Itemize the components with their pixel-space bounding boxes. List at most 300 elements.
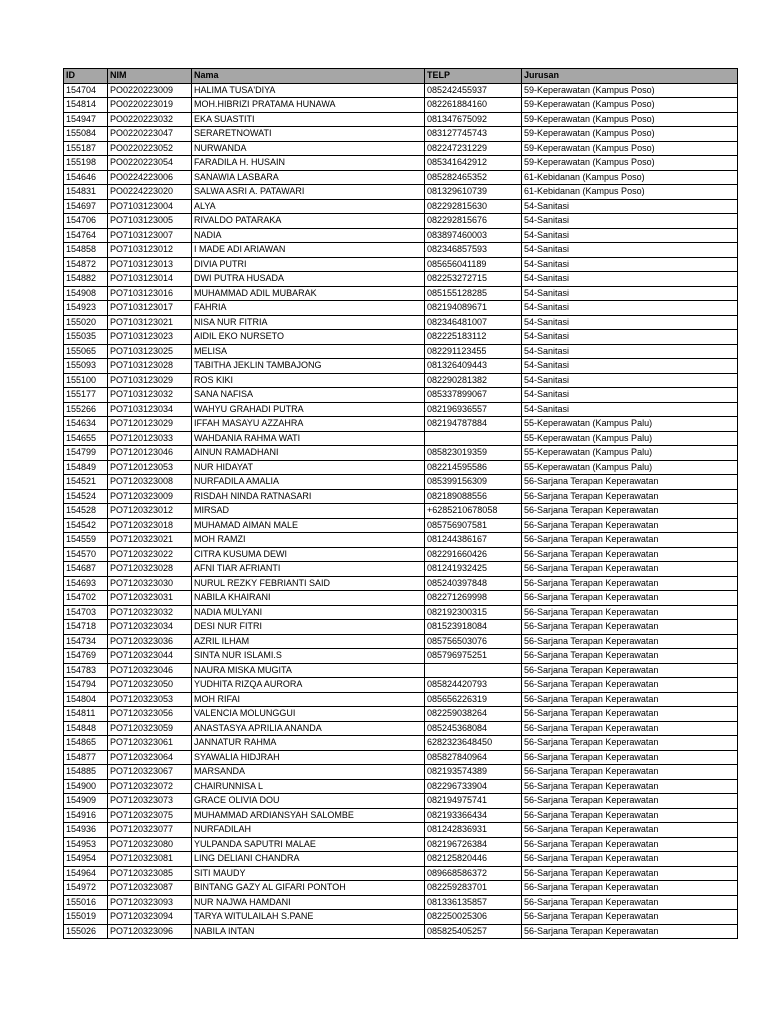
cell-nama: TABITHA JEKLIN TAMBAJONG — [192, 359, 425, 374]
cell-nama: BINTANG GAZY AL GIFARI PONTOH — [192, 881, 425, 896]
cell-nama: SITI MAUDY — [192, 866, 425, 881]
cell-jurusan: 56-Sarjana Terapan Keperawatan — [522, 475, 738, 490]
table-row — [64, 460, 738, 475]
cell-id: 154702 — [64, 591, 108, 606]
table-row — [64, 707, 738, 722]
cell-jurusan: 54-Sanitasi — [522, 330, 738, 345]
cell-id: 155020 — [64, 315, 108, 330]
cell-nama: VALENCIA MOLUNGGUI — [192, 707, 425, 722]
cell-nama: NABILA INTAN — [192, 924, 425, 939]
table-row — [64, 765, 738, 780]
table-row — [64, 489, 738, 504]
cell-telp: 082193366434 — [425, 808, 522, 823]
cell-nim: PO7120123033 — [108, 431, 192, 446]
cell-jurusan: 54-Sanitasi — [522, 359, 738, 374]
cell-nama: SALWA ASRI A. PATAWARI — [192, 185, 425, 200]
cell-jurusan: 56-Sarjana Terapan Keperawatan — [522, 518, 738, 533]
cell-jurusan: 56-Sarjana Terapan Keperawatan — [522, 547, 738, 562]
cell-nama: SANA NAFISA — [192, 388, 425, 403]
cell-nim: PO7120323093 — [108, 895, 192, 910]
cell-jurusan: 56-Sarjana Terapan Keperawatan — [522, 721, 738, 736]
cell-telp: 083897460003 — [425, 228, 522, 243]
table-row — [64, 373, 738, 388]
cell-nim: PO7103123021 — [108, 315, 192, 330]
cell-telp: 082193574389 — [425, 765, 522, 780]
cell-nama: LING DELIANI CHANDRA — [192, 852, 425, 867]
cell-jurusan: 54-Sanitasi — [522, 402, 738, 417]
cell-jurusan: 56-Sarjana Terapan Keperawatan — [522, 736, 738, 751]
cell-nama: ALYA — [192, 199, 425, 214]
cell-telp: 082192300315 — [425, 605, 522, 620]
table-row — [64, 504, 738, 519]
cell-nama: GRACE OLIVIA DOU — [192, 794, 425, 809]
table-row — [64, 620, 738, 635]
table-row — [64, 721, 738, 736]
cell-telp: 082291123455 — [425, 344, 522, 359]
cell-jurusan: 59-Keperawatan (Kampus Poso) — [522, 83, 738, 98]
cell-nim: PO7120123053 — [108, 460, 192, 475]
cell-jurusan: 56-Sarjana Terapan Keperawatan — [522, 634, 738, 649]
cell-id: 155084 — [64, 127, 108, 142]
cell-jurusan: 56-Sarjana Terapan Keperawatan — [522, 881, 738, 896]
table-row — [64, 228, 738, 243]
cell-nim: PO7103123034 — [108, 402, 192, 417]
table-row — [64, 156, 738, 171]
cell-nama: MUHAMMAD ARDIANSYAH SALOMBE — [192, 808, 425, 823]
cell-telp: 082292815630 — [425, 199, 522, 214]
cell-nama: SERARETNOWATI — [192, 127, 425, 142]
cell-telp — [425, 431, 522, 446]
cell-nim: PO7120323034 — [108, 620, 192, 635]
cell-jurusan: 56-Sarjana Terapan Keperawatan — [522, 489, 738, 504]
cell-telp: +6285210678058 — [425, 504, 522, 519]
cell-telp: 081347675092 — [425, 112, 522, 127]
table-row — [64, 910, 738, 925]
cell-nim: PO7103123029 — [108, 373, 192, 388]
cell-id: 154528 — [64, 504, 108, 519]
table-row — [64, 170, 738, 185]
cell-telp: 082253272715 — [425, 272, 522, 287]
cell-telp: 085155128285 — [425, 286, 522, 301]
cell-id: 154814 — [64, 98, 108, 113]
cell-nama: DIVIA PUTRI — [192, 257, 425, 272]
cell-jurusan: 56-Sarjana Terapan Keperawatan — [522, 533, 738, 548]
cell-nim: PO7120323046 — [108, 663, 192, 678]
cell-nama: FAHRIA — [192, 301, 425, 316]
cell-nama: NURFADILAH — [192, 823, 425, 838]
cell-jurusan: 54-Sanitasi — [522, 214, 738, 229]
cell-nim: PO7120323056 — [108, 707, 192, 722]
cell-nim: PO7103123016 — [108, 286, 192, 301]
cell-jurusan: 54-Sanitasi — [522, 388, 738, 403]
cell-telp: 081241932425 — [425, 562, 522, 577]
cell-telp: 082292815676 — [425, 214, 522, 229]
table-body — [64, 83, 738, 939]
cell-nama: EKA SUASTITI — [192, 112, 425, 127]
table-row — [64, 591, 738, 606]
table-row — [64, 127, 738, 142]
cell-nim: PO7120323077 — [108, 823, 192, 838]
header-row — [64, 69, 738, 84]
cell-nim: PO7120123029 — [108, 417, 192, 432]
cell-id: 154964 — [64, 866, 108, 881]
cell-nim: PO7103123028 — [108, 359, 192, 374]
cell-nim: PO7103123023 — [108, 330, 192, 345]
table-row — [64, 243, 738, 258]
cell-nim: PO7120323036 — [108, 634, 192, 649]
cell-telp: 085796975251 — [425, 649, 522, 664]
cell-id: 154794 — [64, 678, 108, 693]
cell-id: 154877 — [64, 750, 108, 765]
cell-jurusan: 56-Sarjana Terapan Keperawatan — [522, 562, 738, 577]
table-row — [64, 736, 738, 751]
cell-telp: 085399156309 — [425, 475, 522, 490]
cell-telp: 089668586372 — [425, 866, 522, 881]
cell-nim: PO0224223020 — [108, 185, 192, 200]
cell-id: 154953 — [64, 837, 108, 852]
cell-nama: DESI NUR FITRI — [192, 620, 425, 635]
cell-nim: PO7120323008 — [108, 475, 192, 490]
cell-id: 154704 — [64, 83, 108, 98]
cell-id: 155093 — [64, 359, 108, 374]
cell-nim: PO7120323012 — [108, 504, 192, 519]
cell-telp: 083127745743 — [425, 127, 522, 142]
cell-nim: PO7103123012 — [108, 243, 192, 258]
cell-nim: PO7103123004 — [108, 199, 192, 214]
table-row — [64, 402, 738, 417]
cell-nim: PO7103123017 — [108, 301, 192, 316]
table-row — [64, 359, 738, 374]
table-row — [64, 214, 738, 229]
cell-jurusan: 56-Sarjana Terapan Keperawatan — [522, 692, 738, 707]
cell-nim: PO7120323009 — [108, 489, 192, 504]
cell-telp: 6282323648450 — [425, 736, 522, 751]
cell-nim: PO7120323087 — [108, 881, 192, 896]
cell-jurusan: 56-Sarjana Terapan Keperawatan — [522, 591, 738, 606]
cell-id: 154972 — [64, 881, 108, 896]
table-row — [64, 98, 738, 113]
cell-id: 154923 — [64, 301, 108, 316]
table-row — [64, 779, 738, 794]
cell-id: 154570 — [64, 547, 108, 562]
table-row — [64, 692, 738, 707]
cell-nim: PO7120323050 — [108, 678, 192, 693]
cell-id: 154687 — [64, 562, 108, 577]
cell-nim: PO7120323059 — [108, 721, 192, 736]
cell-telp: 085242455937 — [425, 83, 522, 98]
table-row — [64, 533, 738, 548]
cell-jurusan: 54-Sanitasi — [522, 272, 738, 287]
cell-jurusan: 54-Sanitasi — [522, 286, 738, 301]
table-row — [64, 576, 738, 591]
cell-id: 154804 — [64, 692, 108, 707]
cell-nama: RISDAH NINDA RATNASARI — [192, 489, 425, 504]
cell-id: 154831 — [64, 185, 108, 200]
cell-nama: AZRIL ILHAM — [192, 634, 425, 649]
cell-nama: AFNI TIAR AFRIANTI — [192, 562, 425, 577]
cell-nim: PO7120323075 — [108, 808, 192, 823]
cell-id: 154872 — [64, 257, 108, 272]
cell-id: 154909 — [64, 794, 108, 809]
cell-nama: SYAWALIA HIDJRAH — [192, 750, 425, 765]
cell-telp: 081242836931 — [425, 823, 522, 838]
cell-telp: 081329610739 — [425, 185, 522, 200]
cell-telp: 082261884160 — [425, 98, 522, 113]
cell-id: 154646 — [64, 170, 108, 185]
cell-jurusan: 56-Sarjana Terapan Keperawatan — [522, 765, 738, 780]
cell-nama: MOH.HIBRIZI PRATAMA HUNAWA — [192, 98, 425, 113]
cell-id: 155187 — [64, 141, 108, 156]
cell-nim: PO7120323028 — [108, 562, 192, 577]
table-row — [64, 417, 738, 432]
cell-nama: YUDHITA RIZQA AURORA — [192, 678, 425, 693]
cell-nim: PO7120323053 — [108, 692, 192, 707]
table-row — [64, 446, 738, 461]
cell-id: 155065 — [64, 344, 108, 359]
table-row — [64, 562, 738, 577]
cell-nim: PO0220223052 — [108, 141, 192, 156]
cell-telp: 085827840964 — [425, 750, 522, 765]
cell-nama: NURFADILA AMALIA — [192, 475, 425, 490]
cell-jurusan: 56-Sarjana Terapan Keperawatan — [522, 504, 738, 519]
cell-nama: NURUL REZKY FEBRIANTI SAID — [192, 576, 425, 591]
cell-nama: AINUN RAMADHANI — [192, 446, 425, 461]
cell-telp: 082189088556 — [425, 489, 522, 504]
cell-jurusan: 56-Sarjana Terapan Keperawatan — [522, 779, 738, 794]
cell-jurusan: 56-Sarjana Terapan Keperawatan — [522, 910, 738, 925]
table-row — [64, 199, 738, 214]
table-row — [64, 431, 738, 446]
table-row — [64, 678, 738, 693]
cell-nama: MOH RAMZI — [192, 533, 425, 548]
cell-id: 155019 — [64, 910, 108, 925]
cell-jurusan: 55-Keperawatan (Kampus Palu) — [522, 417, 738, 432]
table-row — [64, 301, 738, 316]
cell-id: 154954 — [64, 852, 108, 867]
cell-telp: 081244386167 — [425, 533, 522, 548]
table-row — [64, 634, 738, 649]
cell-jurusan: 56-Sarjana Terapan Keperawatan — [522, 678, 738, 693]
cell-id: 154706 — [64, 214, 108, 229]
cell-id: 154849 — [64, 460, 108, 475]
cell-nama: ROS KIKI — [192, 373, 425, 388]
cell-nim: PO7120323044 — [108, 649, 192, 664]
cell-nim: PO7120323085 — [108, 866, 192, 881]
cell-id: 154524 — [64, 489, 108, 504]
cell-nama: MUHAMAD AIMAN MALE — [192, 518, 425, 533]
cell-telp: 085656226319 — [425, 692, 522, 707]
cell-telp: 081523918084 — [425, 620, 522, 635]
cell-nama: MELISA — [192, 344, 425, 359]
header-id: ID — [64, 69, 108, 84]
cell-nim: PO7120323096 — [108, 924, 192, 939]
cell-nim: PO7120323031 — [108, 591, 192, 606]
cell-id: 154811 — [64, 707, 108, 722]
cell-telp: 082196936557 — [425, 402, 522, 417]
cell-telp: 085341642912 — [425, 156, 522, 171]
cell-nama: FARADILA H. HUSAIN — [192, 156, 425, 171]
header-telp: TELP — [425, 69, 522, 84]
cell-telp: 082346857593 — [425, 243, 522, 258]
cell-id: 154634 — [64, 417, 108, 432]
table-row — [64, 141, 738, 156]
cell-jurusan: 56-Sarjana Terapan Keperawatan — [522, 808, 738, 823]
cell-id: 154703 — [64, 605, 108, 620]
cell-jurusan: 56-Sarjana Terapan Keperawatan — [522, 924, 738, 939]
cell-nim: PO7120323094 — [108, 910, 192, 925]
cell-jurusan: 61-Kebidanan (Kampus Poso) — [522, 185, 738, 200]
cell-id: 154559 — [64, 533, 108, 548]
cell-nim: PO7120323022 — [108, 547, 192, 562]
cell-telp: 082291660426 — [425, 547, 522, 562]
table-row — [64, 272, 738, 287]
table-row — [64, 750, 738, 765]
cell-telp: 081336135857 — [425, 895, 522, 910]
table-row — [64, 837, 738, 852]
table-row — [64, 823, 738, 838]
cell-jurusan: 56-Sarjana Terapan Keperawatan — [522, 750, 738, 765]
cell-telp: 085337899067 — [425, 388, 522, 403]
table-row — [64, 286, 738, 301]
cell-nama: MIRSAD — [192, 504, 425, 519]
cell-id: 154542 — [64, 518, 108, 533]
cell-jurusan: 56-Sarjana Terapan Keperawatan — [522, 620, 738, 635]
cell-nim: PO0220223009 — [108, 83, 192, 98]
cell-jurusan: 55-Keperawatan (Kampus Palu) — [522, 446, 738, 461]
cell-jurusan: 59-Keperawatan (Kampus Poso) — [522, 112, 738, 127]
table-row — [64, 852, 738, 867]
cell-telp: 085245368084 — [425, 721, 522, 736]
cell-id: 154947 — [64, 112, 108, 127]
cell-nim: PO7120323064 — [108, 750, 192, 765]
cell-jurusan: 56-Sarjana Terapan Keperawatan — [522, 823, 738, 838]
cell-id: 154848 — [64, 721, 108, 736]
cell-id: 154916 — [64, 808, 108, 823]
cell-id: 155100 — [64, 373, 108, 388]
cell-jurusan: 56-Sarjana Terapan Keperawatan — [522, 794, 738, 809]
cell-telp: 082125820446 — [425, 852, 522, 867]
cell-telp: 085240397848 — [425, 576, 522, 591]
cell-nama: CHAIRUNNISA L — [192, 779, 425, 794]
cell-telp: 085756907581 — [425, 518, 522, 533]
cell-jurusan: 59-Keperawatan (Kampus Poso) — [522, 141, 738, 156]
cell-id: 154900 — [64, 779, 108, 794]
cell-jurusan: 59-Keperawatan (Kampus Poso) — [522, 156, 738, 171]
cell-nim: PO7103123014 — [108, 272, 192, 287]
cell-id: 154908 — [64, 286, 108, 301]
cell-nim: PO0220223054 — [108, 156, 192, 171]
cell-telp: 082214595586 — [425, 460, 522, 475]
cell-nim: PO7103123007 — [108, 228, 192, 243]
cell-id: 154865 — [64, 736, 108, 751]
cell-nim: PO7103123032 — [108, 388, 192, 403]
cell-jurusan: 56-Sarjana Terapan Keperawatan — [522, 837, 738, 852]
cell-jurusan: 56-Sarjana Terapan Keperawatan — [522, 649, 738, 664]
cell-telp: 082290281382 — [425, 373, 522, 388]
cell-nama: ANASTASYA APRILIA ANANDA — [192, 721, 425, 736]
cell-telp: 085656041189 — [425, 257, 522, 272]
cell-jurusan: 55-Keperawatan (Kampus Palu) — [522, 431, 738, 446]
cell-jurusan: 54-Sanitasi — [522, 228, 738, 243]
cell-nim: PO7120323080 — [108, 837, 192, 852]
cell-id: 154718 — [64, 620, 108, 635]
cell-jurusan: 54-Sanitasi — [522, 301, 738, 316]
cell-id: 154936 — [64, 823, 108, 838]
cell-jurusan: 54-Sanitasi — [522, 199, 738, 214]
cell-jurusan: 56-Sarjana Terapan Keperawatan — [522, 895, 738, 910]
cell-jurusan: 54-Sanitasi — [522, 344, 738, 359]
cell-id: 154697 — [64, 199, 108, 214]
cell-nama: DWI PUTRA HUSADA — [192, 272, 425, 287]
cell-nama: YULPANDA SAPUTRI MALAE — [192, 837, 425, 852]
table-row — [64, 605, 738, 620]
cell-nama: RIVALDO PATARAKA — [192, 214, 425, 229]
cell-telp: 082194089671 — [425, 301, 522, 316]
cell-id: 154882 — [64, 272, 108, 287]
cell-nama: NURWANDA — [192, 141, 425, 156]
cell-jurusan: 54-Sanitasi — [522, 257, 738, 272]
cell-nama: SANAWIA LASBARA — [192, 170, 425, 185]
cell-id: 154693 — [64, 576, 108, 591]
cell-jurusan: 55-Keperawatan (Kampus Palu) — [522, 460, 738, 475]
cell-nama: NABILA KHAIRANI — [192, 591, 425, 606]
cell-nim: PO7103123025 — [108, 344, 192, 359]
cell-nim: PO7120123046 — [108, 446, 192, 461]
cell-jurusan: 61-Kebidanan (Kampus Poso) — [522, 170, 738, 185]
cell-telp: 082250025306 — [425, 910, 522, 925]
cell-telp: 085823019359 — [425, 446, 522, 461]
cell-id: 154655 — [64, 431, 108, 446]
table-row — [64, 185, 738, 200]
cell-nama: NUR HIDAYAT — [192, 460, 425, 475]
cell-jurusan: 56-Sarjana Terapan Keperawatan — [522, 707, 738, 722]
cell-nama: SINTA NUR ISLAMI.S — [192, 649, 425, 664]
cell-id: 155026 — [64, 924, 108, 939]
table-row — [64, 924, 738, 939]
table-row — [64, 649, 738, 664]
cell-id: 154764 — [64, 228, 108, 243]
cell-nama: JANNATUR RAHMA — [192, 736, 425, 751]
cell-nama: MUHAMMAD ADIL MUBARAK — [192, 286, 425, 301]
cell-id: 154783 — [64, 663, 108, 678]
table-row — [64, 344, 738, 359]
cell-nim: PO7120323032 — [108, 605, 192, 620]
cell-jurusan: 59-Keperawatan (Kampus Poso) — [522, 98, 738, 113]
cell-id: 154799 — [64, 446, 108, 461]
table-row — [64, 663, 738, 678]
cell-nim: PO7120323067 — [108, 765, 192, 780]
cell-nim: PO0220223047 — [108, 127, 192, 142]
cell-nama: I MADE ADI ARIAWAN — [192, 243, 425, 258]
cell-telp: 082225183112 — [425, 330, 522, 345]
cell-id: 155198 — [64, 156, 108, 171]
cell-id: 155177 — [64, 388, 108, 403]
header-nama: Nama — [192, 69, 425, 84]
cell-nim: PO7120323021 — [108, 533, 192, 548]
table-row — [64, 315, 738, 330]
cell-id: 154734 — [64, 634, 108, 649]
cell-id: 154885 — [64, 765, 108, 780]
cell-telp: 082196726384 — [425, 837, 522, 852]
cell-jurusan: 54-Sanitasi — [522, 315, 738, 330]
student-table — [63, 68, 738, 939]
cell-jurusan: 56-Sarjana Terapan Keperawatan — [522, 852, 738, 867]
cell-nama: MOH RIFAI — [192, 692, 425, 707]
table-row — [64, 808, 738, 823]
cell-jurusan: 59-Keperawatan (Kampus Poso) — [522, 127, 738, 142]
cell-nim: PO7120323081 — [108, 852, 192, 867]
table-row — [64, 866, 738, 881]
